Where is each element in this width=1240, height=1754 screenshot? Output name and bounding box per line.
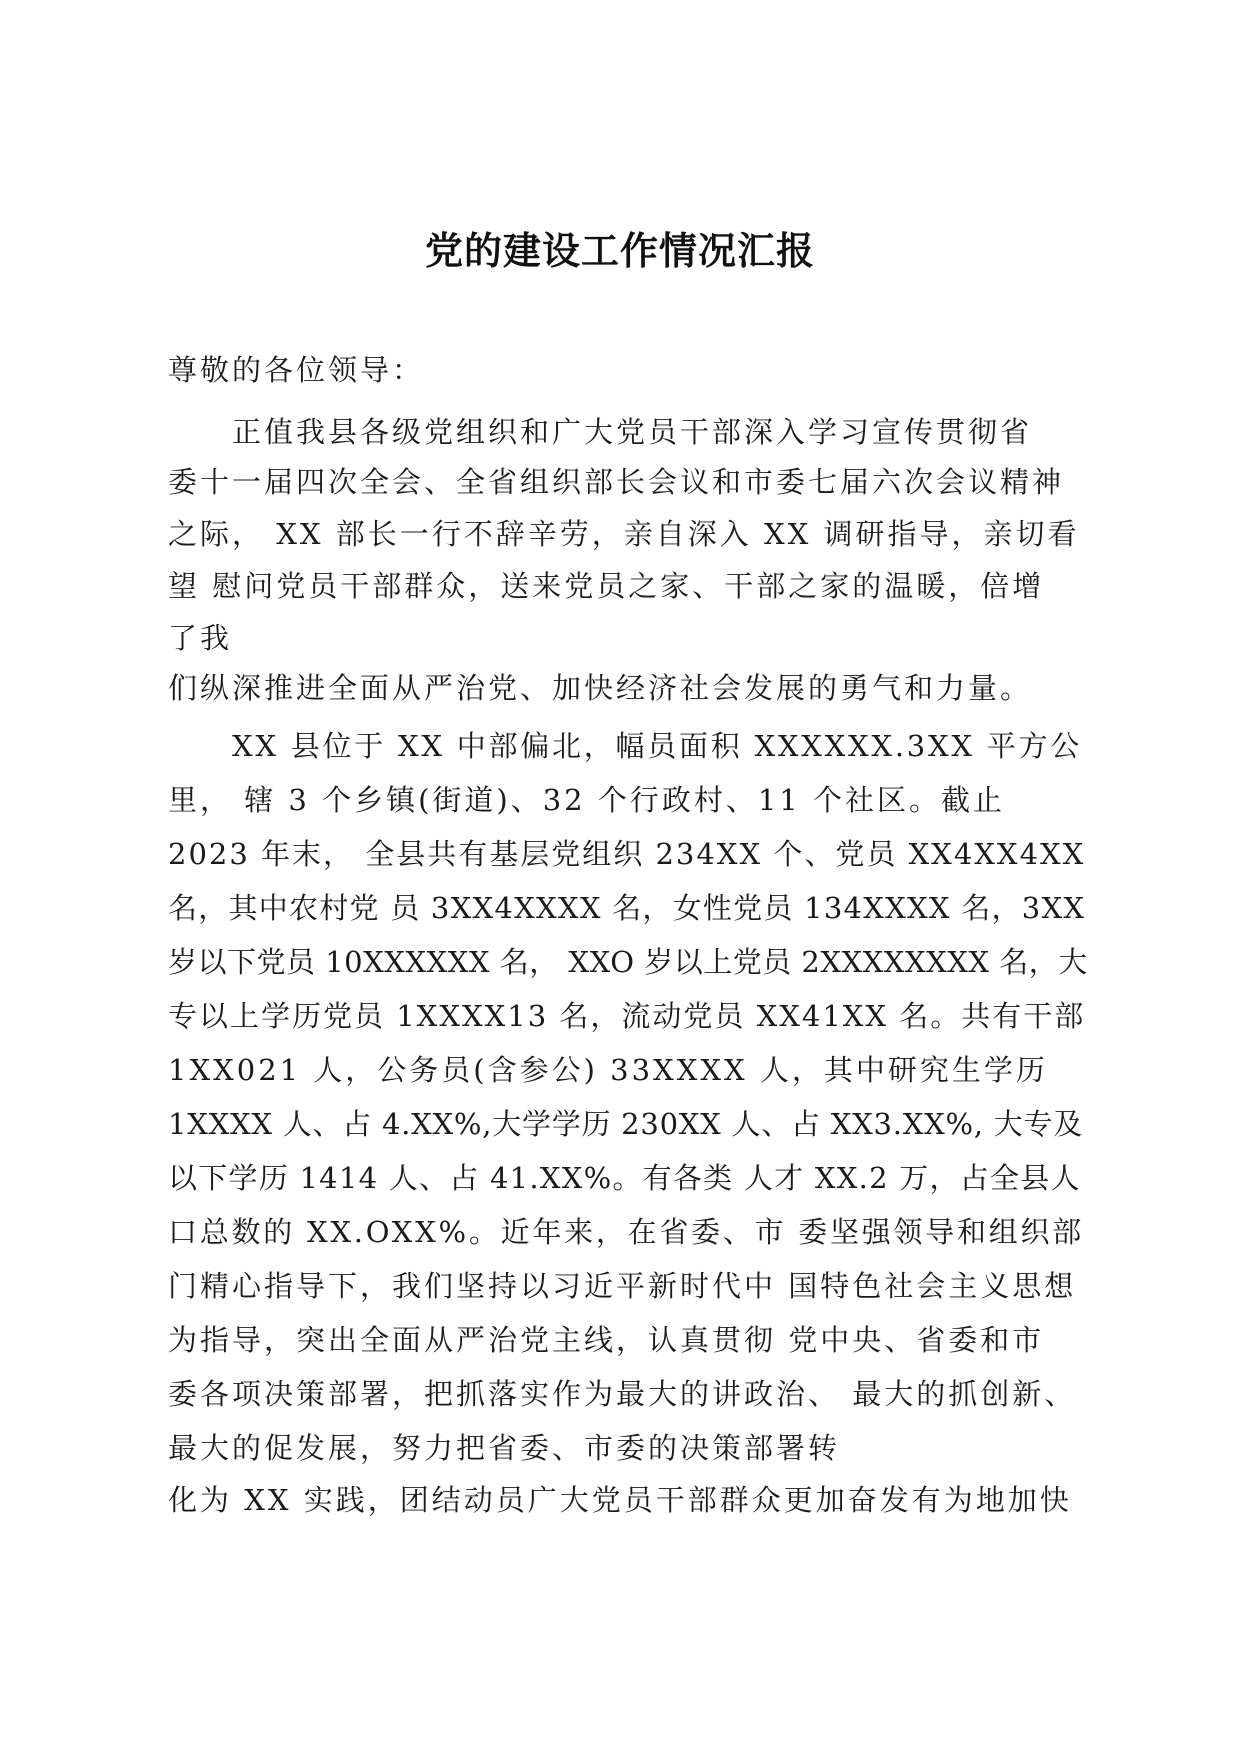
paragraph-line: 1XX021 人，公务员(含参公) 33XXXX 人，其中研究生学历 <box>168 1053 1048 1087</box>
paragraph-line: 委十一届四次全会、全省组织部长会议和市委七届六次会议精神 <box>168 465 1065 499</box>
paragraph-line: 正值我县各级党组织和广大党员干部深入学习宣传贯彻省 <box>232 415 1033 449</box>
paragraph-line: 望 慰问党员干部群众，送来党员之家、干部之家的温暖，倍增 <box>168 569 1045 603</box>
paragraph-line: 门精心指导下，我们坚持以习近平新时代中 国特色社会主义思想 <box>168 1269 1077 1303</box>
paragraph-line: 最大的促发展，努力把省委、市委的决策部署转 <box>168 1431 841 1465</box>
paragraph-line: 之际， XX 部长一行不辞辛劳，亲自深入 XX 调研指导，亲切看 <box>168 517 1080 551</box>
paragraph-line: 化为 XX 实践，团结动员广大党员干部群众更加奋发有为地加快 <box>168 1483 1072 1517</box>
paragraph-line: XX 县位于 XX 中部偏北，幅员面积 XXXXXX.3XX 平方公 <box>232 729 1083 763</box>
paragraph-line: 为指导，突出全面从严治党主线，认真贯彻 党中央、省委和市 <box>168 1323 1045 1357</box>
paragraph-line: 以下学历 1414 人、占 41.XX%。有各类 人才 XX.2 万，占全县人 <box>168 1161 1081 1195</box>
paragraph-line: 名，其中农村党 员 3XX4XXXX 名，女性党员 134XXXX 名，3XX <box>168 891 1086 925</box>
salutation: 尊敬的各位领导： <box>168 353 425 387</box>
paragraph-line: 2023 年末， 全县共有基层党组织 234XX 个、党员 XX4XX4XX <box>168 837 1086 871</box>
paragraph-line: 了我 <box>168 621 233 655</box>
paragraph-line: 委各项决策部署，把抓落实作为最大的讲政治、 最大的抓创新、 <box>168 1377 1077 1411</box>
paragraph-line: 们纵深推进全面从严治党、加快经济社会发展的勇气和力量。 <box>168 671 1033 705</box>
paragraph-line: 专以上学历党员 1XXXX13 名，流动党员 XX41XX 名。共有干部 <box>168 999 1086 1033</box>
paragraph-line: 1XXXX 人、占 4.XX%,大学学历 230XX 人、占 XX3.XX%, 大专及 <box>168 1107 1083 1141</box>
paragraph-line: 岁以下党员 10XXXXXX 名， XXO 岁以上党员 2XXXXXXXX 名，大 <box>168 945 1088 979</box>
paragraph-line: 口总数的 XX.OXX%。近年来，在省委、市 委坚强领导和组织部 <box>168 1215 1085 1249</box>
paragraph-line: 里， 辖 3 个乡镇(街道)、32 个行政村、11 个社区。截止 <box>168 783 1005 817</box>
document-title: 党的建设工作情况汇报 <box>424 229 815 273</box>
